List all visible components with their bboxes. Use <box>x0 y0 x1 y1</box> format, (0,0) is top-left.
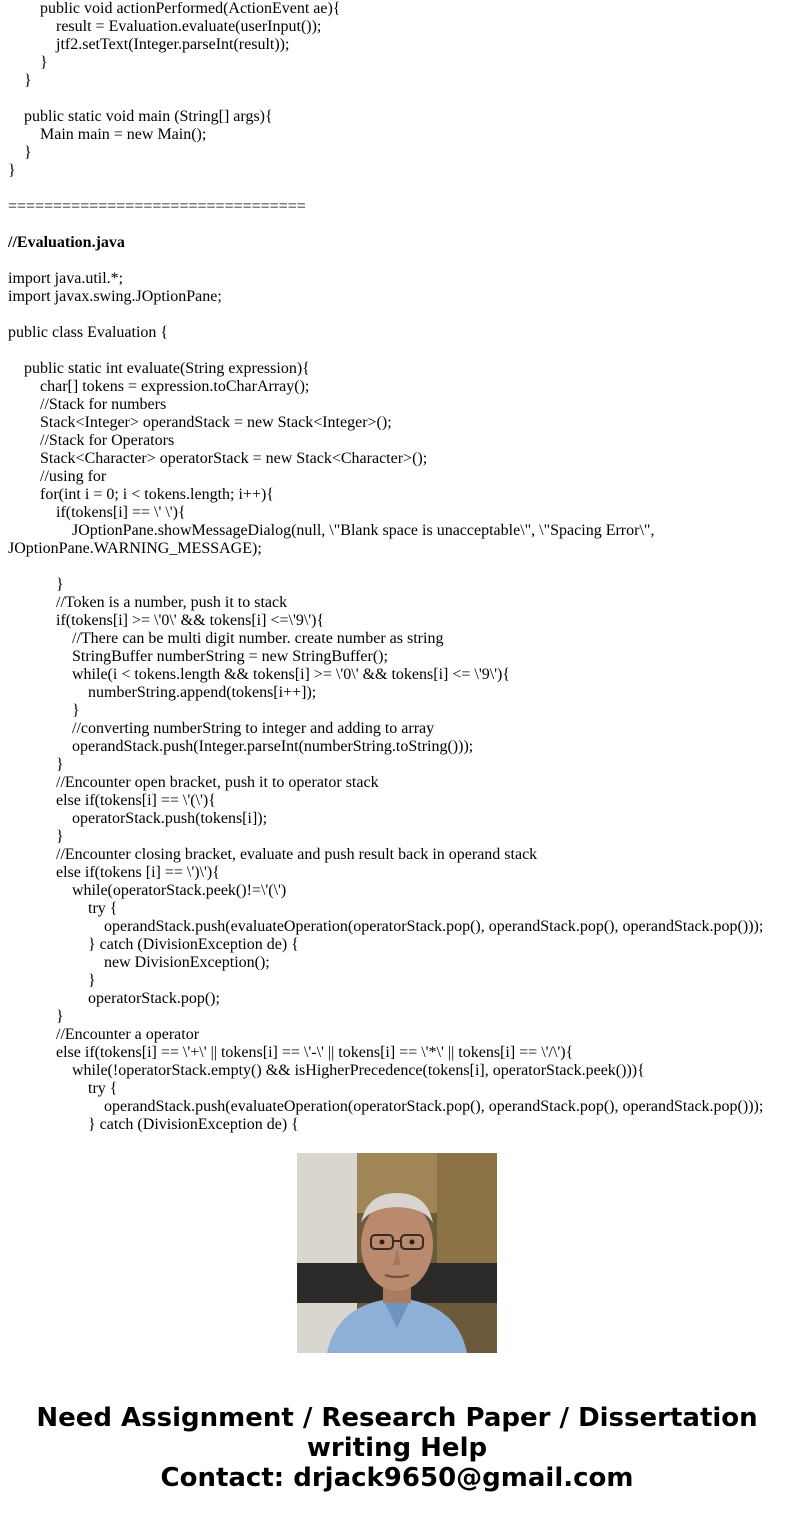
code-line: public static int evaluate(String expression){ <box>8 360 310 377</box>
code-line: //Encounter a operator <box>8 1026 200 1043</box>
code-line: } <box>8 702 80 719</box>
code-line: public static void main (String[] args){ <box>8 108 273 125</box>
code-line <box>8 90 794 108</box>
code-line: import javax.swing.JOptionPane; <box>8 288 222 305</box>
code-line <box>8 180 794 198</box>
code-line: } <box>8 54 48 71</box>
code-line: try { <box>8 900 118 917</box>
code-line <box>8 216 794 234</box>
code-line: } <box>8 972 96 989</box>
code-line: if(tokens[i] == \' \'){ <box>8 504 186 521</box>
code-line: result = Evaluation.evaluate(userInput()); <box>8 18 322 35</box>
code-line: else if(tokens[i] == \'+\' || tokens[i] == \'-\' || tokens[i] == \'*\' || tokens[i] == \'/\'){ <box>8 1044 574 1061</box>
code-line: jtf2.setText(Integer.parseInt(result)); <box>8 36 290 53</box>
code-line: operandStack.push(evaluateOperation(operatorStack.pop(), operandStack.pop(), operandStack.pop())); <box>8 1098 764 1115</box>
code-line: } catch (DivisionException de) { <box>8 936 299 953</box>
code-line: operatorStack.push(tokens[i]); <box>8 810 268 827</box>
code-line: } <box>8 828 64 845</box>
code-line: else if(tokens [i] == \')\'){ <box>8 864 220 881</box>
code-line: numberString.append(tokens[i++]); <box>8 684 317 701</box>
code-line: Main main = new Main(); <box>8 126 207 143</box>
banner-line-3: Contact: drjack9650@gmail.com <box>160 1463 634 1493</box>
code-line: //Encounter open bracket, push it to operator stack <box>8 774 379 791</box>
code-line: while(i < tokens.length && tokens[i] >= \'0\' && tokens[i] <= \'9\'){ <box>8 666 511 683</box>
code-line: StringBuffer numberString = new StringBuffer(); <box>8 648 388 665</box>
code-listing <box>8 0 794 1133</box>
contact-banner <box>0 1403 794 1493</box>
code-line <box>8 252 794 270</box>
code-line: //Stack for Operators <box>8 432 175 449</box>
code-line: else if(tokens[i] == \'(\'){ <box>8 792 216 809</box>
code-line: } <box>8 144 32 161</box>
code-line: JOptionPane.WARNING_MESSAGE); <box>8 540 262 557</box>
code-line: } <box>8 72 32 89</box>
code-line: while(!operatorStack.empty() && isHigherPrecedence(tokens[i], operatorStack.peek())){ <box>8 1062 645 1079</box>
code-line <box>8 306 794 324</box>
code-line: if(tokens[i] >= \'0\' && tokens[i] <=\'9\'){ <box>8 612 325 629</box>
code-line: try { <box>8 1080 118 1097</box>
code-line: } <box>8 162 16 179</box>
code-line: //Encounter closing bracket, evaluate and push result back in operand stack <box>8 846 538 863</box>
banner-line-1: Need Assignment / Research Paper / Dissertation <box>36 1403 758 1433</box>
code-line: } <box>8 1008 64 1025</box>
code-line: } <box>8 576 64 593</box>
code-line <box>8 342 794 360</box>
banner-line-2: writing Help <box>306 1433 488 1463</box>
code-line: ================================= <box>8 198 306 215</box>
presenter-avatar <box>297 1153 497 1353</box>
code-line: //Token is a number, push it to stack <box>8 594 288 611</box>
code-line: //Stack for numbers <box>8 396 167 413</box>
code-line: public class Evaluation { <box>8 324 169 341</box>
code-line: char[] tokens = expression.toCharArray(); <box>8 378 310 395</box>
code-line: } catch (DivisionException de) { <box>8 1116 299 1133</box>
code-line: Stack<Character> operatorStack = new Stack<Character>(); <box>8 450 428 467</box>
code-line: operandStack.push(evaluateOperation(operatorStack.pop(), operandStack.pop(), operandStack.pop())); <box>8 918 764 935</box>
code-line: //using for <box>8 468 107 485</box>
code-line: operatorStack.pop(); <box>8 990 220 1007</box>
presenter-photo-icon <box>297 1153 497 1353</box>
code-line: Stack<Integer> operandStack = new Stack<Integer>(); <box>8 414 392 431</box>
code-line: JOptionPane.showMessageDialog(null, \"Blank space is unacceptable\", \"Spacing Error\", <box>8 522 655 539</box>
code-line: while(operatorStack.peek()!=\'(\') <box>8 882 287 899</box>
code-line: for(int i = 0; i < tokens.length; i++){ <box>8 486 274 503</box>
code-line: //converting numberString to integer and adding to array <box>8 720 435 737</box>
code-line: new DivisionException(); <box>8 954 270 971</box>
code-line: //Evaluation.java <box>8 234 125 251</box>
code-line: import java.util.*; <box>8 270 124 287</box>
code-line: operandStack.push(Integer.parseInt(numberString.toString())); <box>8 738 474 755</box>
code-line: public void actionPerformed(ActionEvent ae){ <box>8 0 341 17</box>
code-line: } <box>8 756 64 773</box>
code-line: //There can be multi digit number. create number as string <box>8 630 444 647</box>
code-line <box>8 558 794 576</box>
